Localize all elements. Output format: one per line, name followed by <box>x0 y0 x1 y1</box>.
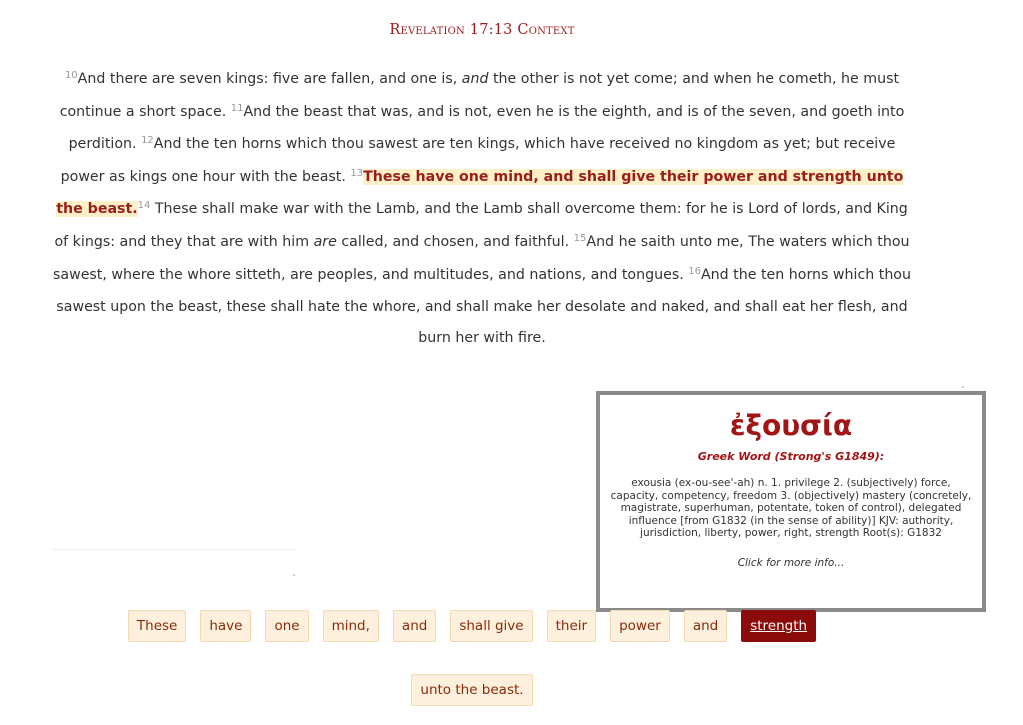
verse-number: 10 <box>64 70 78 81</box>
strongs-definition: exousia (ex-ou-see'-ah) n. 1. privilege 2. (subjectively) force, capacity, competency, freedom 3. (objectively) mastery (concretely, magistrate, superhuman, potentate, token of control), delegated influence [from G1832 (in the sense of ability)] KJV: authority, jurisdiction, liberty, power, right, strength Root(s): G1832 <box>610 477 972 540</box>
more-info-link[interactable]: Click for more info... <box>737 556 845 569</box>
verse-number: 15 <box>573 232 587 244</box>
verse-text: And the beast that was, and is not, even he is the eighth, and is of the seven, and goeth into perdition. <box>68 103 905 153</box>
word-chip[interactable]: shall give <box>450 610 532 642</box>
passage-text <box>48 64 916 353</box>
word-chip[interactable]: and <box>393 610 436 642</box>
word-chip[interactable]: mind, <box>323 610 379 642</box>
context-title: Revelation 17:13 Context <box>389 22 575 38</box>
word-chip[interactable]: their <box>547 610 596 642</box>
verse-number: 14 <box>137 200 151 212</box>
word-chip[interactable]: one <box>265 610 308 642</box>
italic-word: and <box>461 71 489 87</box>
word-chip[interactable]: unto the beast. <box>411 674 532 706</box>
verse-text: And the ten horns which thou sawest are ten kings, which have received no kingdom as yet; but receive power as kings one hour with the beast. <box>60 136 896 185</box>
word-chip-list <box>0 610 944 706</box>
verse-text: These shall make war with the Lamb, and the Lamb shall overcome them: for he is Lord of lords, and King of kings: and they that are with him <box>54 201 908 250</box>
word-chip[interactable]: These <box>128 610 186 642</box>
verse-text: And the ten horns which thou sawest upon the beast, these shall hate the whore, and shall make her desolate and naked, and shall eat her flesh, and burn her with fire. <box>56 266 911 346</box>
verse-text: called, and chosen, and faithful. <box>336 233 574 250</box>
strongs-subtitle: Greek Word (Strong's G1849): <box>697 450 885 463</box>
divider <box>52 549 296 550</box>
strongs-popup[interactable] <box>596 391 986 612</box>
verse-text: These have one mind, and shall give their power and strength unto the beast. <box>56 168 904 218</box>
verse-number: 16 <box>688 265 701 277</box>
verse-text: And there are seven kings: five are fallen, and one is, <box>77 71 462 87</box>
verse-text: And he saith unto me, The waters which thou sawest, where the whore sitteth, are peoples, and multitudes, and nations, and tongues. <box>53 233 910 283</box>
verse-number: 11 <box>230 102 244 114</box>
divider-dot <box>962 386 964 388</box>
verse-text: the other is not yet come; and when he cometh, he must continue a short space. <box>59 71 900 120</box>
verse-number: 12 <box>141 135 154 147</box>
verse-number: 13 <box>350 167 364 179</box>
word-chip[interactable]: power <box>610 610 670 642</box>
italic-word: are <box>313 233 337 250</box>
word-chip[interactable]: strength <box>741 610 816 642</box>
word-chip[interactable]: have <box>200 610 251 642</box>
word-chip[interactable]: and <box>684 610 727 642</box>
greek-word: ἐξουσία <box>729 409 853 442</box>
divider-dot <box>293 574 295 576</box>
